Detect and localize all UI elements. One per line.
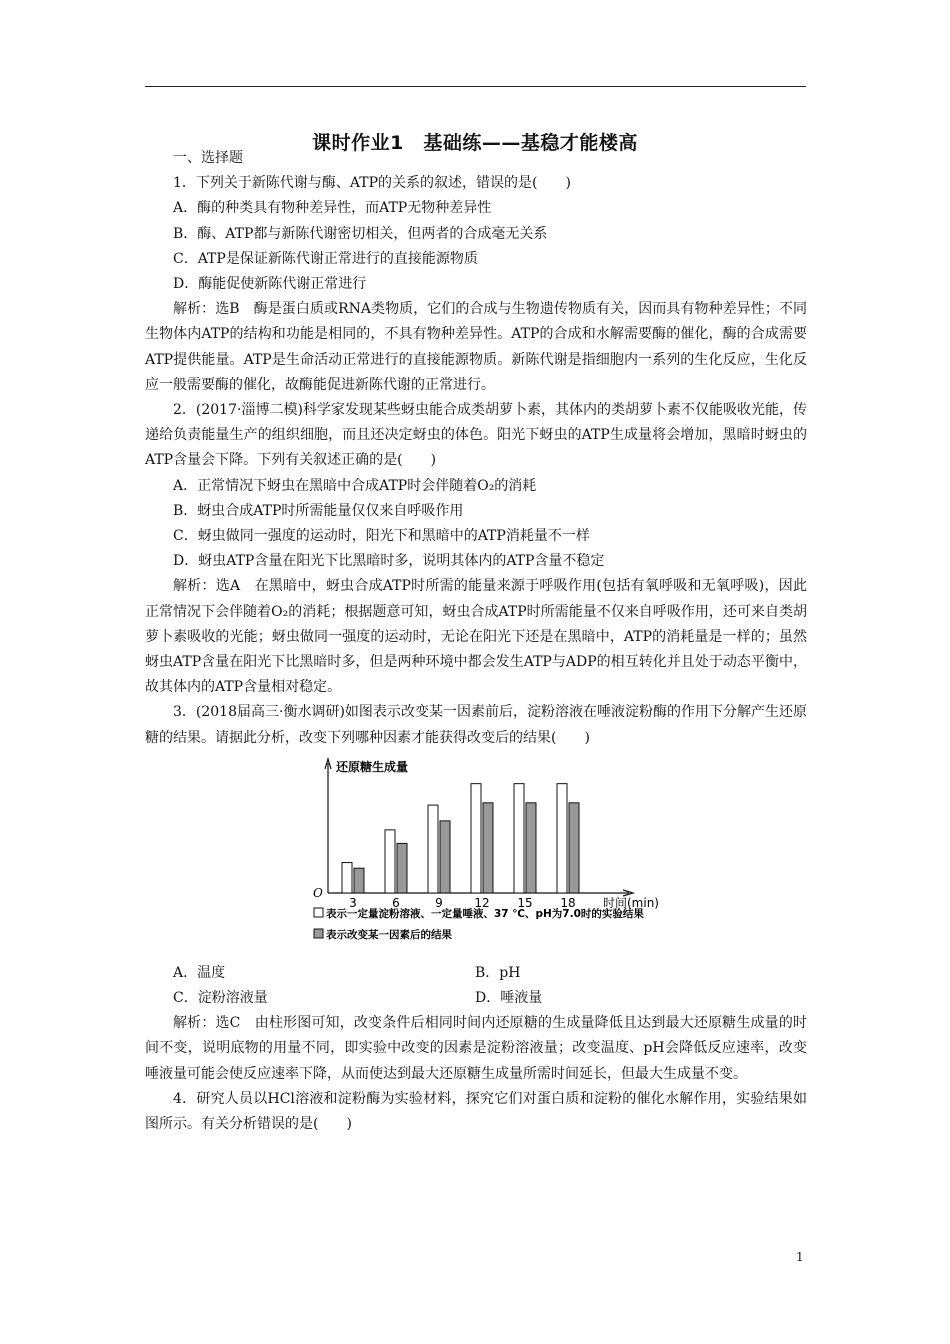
origin-label: O xyxy=(313,885,323,900)
option-row xyxy=(145,986,807,1011)
legend-label: 表示一定量淀粉溶液、一定量唾液、37 ℃、pH为7.0时的实验结果 xyxy=(326,907,644,920)
option: C．淀粉溶液量 xyxy=(173,990,268,1007)
question-stem: 1．下列关于新陈代谢与酶、ATP的关系的叙述，错误的是( ) xyxy=(173,175,571,192)
option-row xyxy=(145,961,807,986)
x-tick-label: 18 xyxy=(560,895,576,910)
legend-swatch xyxy=(314,908,323,917)
bar xyxy=(569,803,579,893)
y-axis-label: 还原糖生成量 xyxy=(336,759,409,774)
bar xyxy=(471,784,481,893)
question-stem: 4．研究人员以HCl溶液和淀粉酶为实验材料，探究它们对蛋白质和淀粉的催化水解作用，实验结果如图所示。有关分析错误的是( ) xyxy=(145,1090,807,1133)
legend-label: 表示改变某一因素后的结果 xyxy=(326,928,452,941)
option: D．蚜虫ATP含量在阳光下比黑暗时多，说明其体内的ATP含量不稳定 xyxy=(173,553,605,570)
option: A．正常情况下蚜虫在黑暗中合成ATP时会伴随着O₂的消耗 xyxy=(173,477,537,494)
x-tick-label: 15 xyxy=(517,895,533,910)
analysis: 解析：选B 酶是蛋白质或RNA类物质，它们的合成与生物遗传物质有关，因而具有物种差异性；不同生物体内ATP的结构和功能是相同的，不具有物种差异性。ATP的合成和水解需要酶的催化，酶的合成需要ATP提供能量。ATP是生命活动正常进行的直接能源物质。新陈代谢是指细胞内一系列的生化反应，生化反应一般需要酶的催化，故酶能促进新陈代谢的正常进行。 xyxy=(145,301,807,393)
analysis: 解析：选C 由柱形图可知，改变条件后相同时间内还原糖的生成量降低且达到最大还原糖生成量的时间不变，说明底物的用量不同，即实验中改变的因素是淀粉溶液量；改变温度、pH会降低反应速率，改变唾液量可能会使反应速率下降，从而使达到最大还原糖生成量所需时间延长，但最大生成量不变。 xyxy=(145,1015,807,1082)
x-tick-label: 6 xyxy=(392,895,400,910)
question-stem: 3．(2018届高三·衡水调研)如图表示改变某一因素前后，淀粉溶液在唾液淀粉酶的作用下分解产生还原糖的结果。请据此分析，改变下列哪种因素才能获得改变后的结果( ) xyxy=(145,704,807,746)
option: B．pH xyxy=(475,964,521,981)
x-tick-label: 12 xyxy=(474,895,490,910)
bar xyxy=(342,862,352,892)
question-stem: 2．(2017·淄博二模)科学家发现某些蚜虫能合成类胡萝卜素，其体内的类胡萝卜素不仅能吸收光能，传递给负责能量生产的组织细胞，而且还决定蚜虫的体色。阳光下蚜虫的ATP生成量将会增加，黑暗时蚜虫的ATP含量会下降。下列有关叙述正确的是( ) xyxy=(145,402,807,469)
header-rule xyxy=(145,86,806,87)
analysis: 解析：选A 在黑暗中，蚜虫合成ATP时所需的能量来源于呼吸作用(包括有氧呼吸和无氧呼吸)，因此正常情况下会伴随着O₂的消耗；根据题意可知，蚜虫合成ATP时所需能量不仅来自呼吸作用，还可来自类胡萝卜素吸收的光能；蚜虫做同一强度的运动时，无论在阳光下还是在黑暗中，ATP的消耗量是一样的；虽然蚜虫ATP含量在阳光下比黑暗时多，但是两种环境中都会发生ATP与ADP的相互转化并且处于动态平衡中，故其体内的ATP含量相对稳定。 xyxy=(145,578,807,696)
x-tick-label: 9 xyxy=(435,895,443,910)
bar xyxy=(385,830,395,893)
bar xyxy=(483,803,493,893)
option: D．酶能促使新陈代谢正常进行 xyxy=(173,276,367,293)
x-axis-label: 时间(min) xyxy=(603,895,659,910)
bar xyxy=(514,784,524,893)
x-tick-label: 3 xyxy=(349,895,357,910)
option: A．酶的种类具有物种差异性，而ATP无物种差异性 xyxy=(173,200,492,217)
option: A．温度 xyxy=(173,964,226,981)
bar xyxy=(526,803,536,893)
option: B．酶、ATP都与新陈代谢密切相关，但两者的合成毫无关系 xyxy=(173,225,548,242)
bar xyxy=(397,843,407,893)
page-title: 课时作业1 基础练——基稳才能楼高 xyxy=(312,132,638,154)
document-body xyxy=(145,146,807,1137)
bar-chart-figure xyxy=(145,751,807,961)
bar xyxy=(428,805,438,893)
legend-swatch xyxy=(314,929,323,938)
section-heading: 一、选择题 xyxy=(173,150,243,166)
bar xyxy=(440,821,450,893)
page-number: 1 xyxy=(796,1250,804,1264)
bar-chart xyxy=(145,751,807,961)
option: C．蚜虫做同一强度的运动时，阳光下和黑暗中的ATP消耗量不一样 xyxy=(173,528,590,545)
option: C．ATP是保证新陈代谢正常进行的直接能源物质 xyxy=(173,250,478,267)
option: B．蚜虫合成ATP时所需能量仅仅来自呼吸作用 xyxy=(173,502,464,519)
bar xyxy=(557,784,567,893)
bar xyxy=(354,868,364,893)
option: D．唾液量 xyxy=(475,990,543,1007)
